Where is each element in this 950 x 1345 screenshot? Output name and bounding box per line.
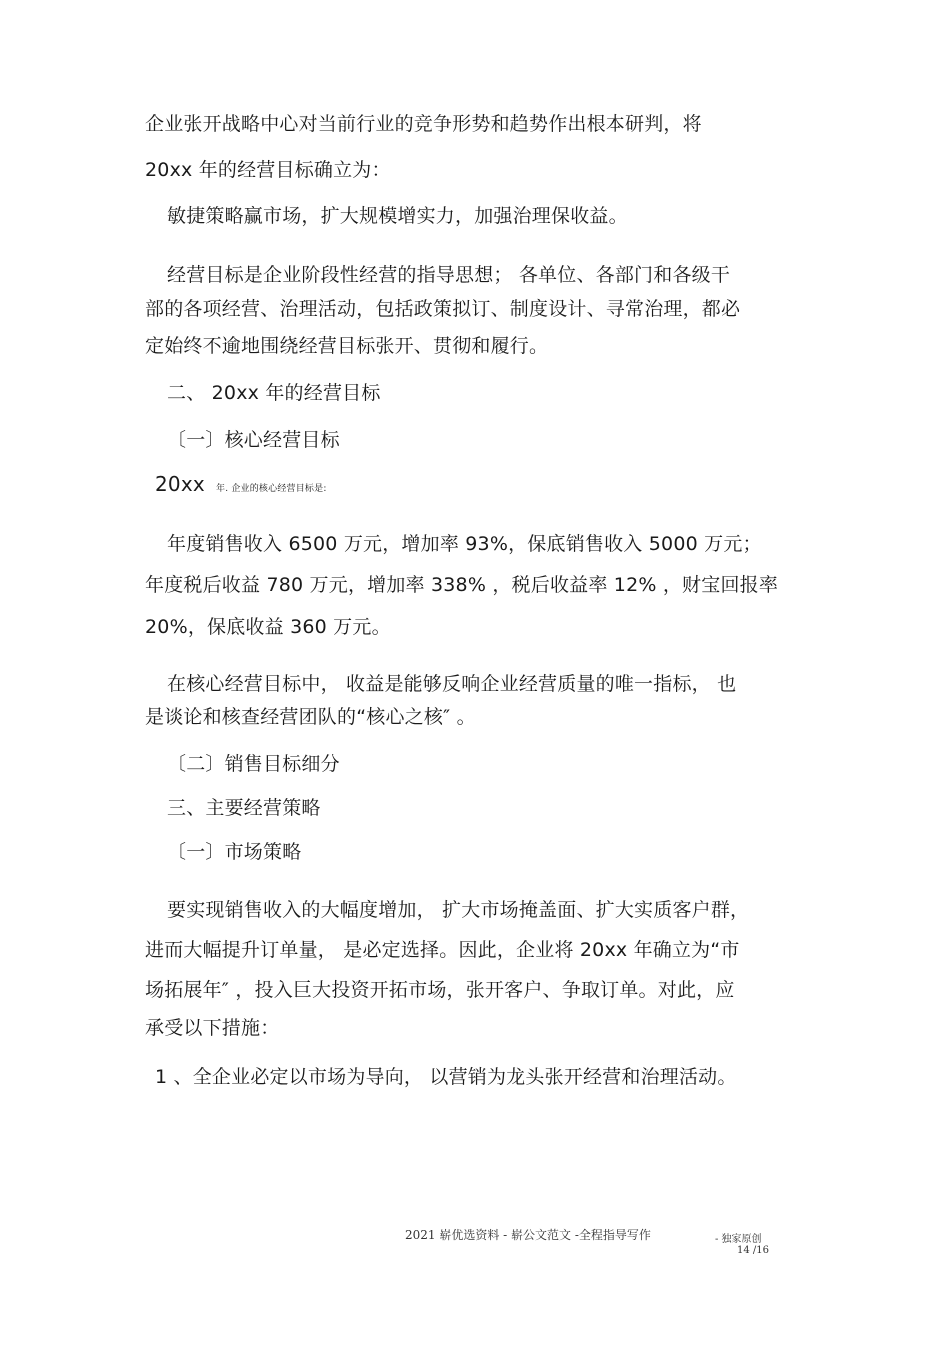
paragraph-5-line-2: 进而大幅提升订单量， 是必定选择。因此，企业将 20xx 年确立为“市 xyxy=(145,939,740,961)
subsection-heading-market: 〔一〕市场策略 xyxy=(167,841,302,863)
section-heading-2: 二、 20xx 年的经营目标 xyxy=(167,382,381,404)
measure-item-1: 1 、全企业必定以市场为导向， 以营销为龙头张开经营和治理活动。 xyxy=(155,1066,737,1088)
paragraph-3-line-1: 年度销售收入 6500 万元，增加率 93%，保底销售收入 5000 万元； xyxy=(167,533,762,555)
paragraph-2-line-1: 经营目标是企业阶段性经营的指导思想； 各单位、各部门和各级干 xyxy=(167,264,731,286)
paragraph-2-line-2: 部的各项经营、治理活动，包括政策拟订、制度设计、寻常治理，都必 xyxy=(145,298,741,320)
page-number: 14 /16 xyxy=(737,1245,769,1256)
paragraph-3-line-2: 年度税后收益 780 万元，增加率 338% ，税后收益率 12% ，财宝回报率 xyxy=(145,574,779,596)
paragraph-3-line-3: 20%，保底收益 360 万元。 xyxy=(145,616,391,638)
subsection-heading-sales: 〔二〕销售目标细分 xyxy=(167,753,340,775)
footer-text: 2021 崭优选资料 - 崭公文范文 -全程指导写作 xyxy=(405,1228,651,1242)
paragraph-5-line-4: 承受以下措施： xyxy=(145,1017,280,1039)
paragraph-1-line-2: 20xx 年的经营目标确立为： xyxy=(145,159,391,181)
paragraph-4-line-2: 是谈论和核查经营团队的“核心之核″ 。 xyxy=(145,706,476,728)
subsection-heading-core: 〔一〕核心经营目标 xyxy=(167,429,340,451)
slogan: 敏捷策略赢市场，扩大规模增实力，加强治理保收益。 xyxy=(167,205,628,227)
paragraph-1-line-1: 企业张开战略中心对当前行业的竞争形势和趋势作出根本研判，将 xyxy=(145,113,702,135)
paragraph-5-line-3: 场拓展年″ ，投入巨大投资开拓市场，张开客户、争取订单。对此，应 xyxy=(145,979,735,1001)
paragraph-4-line-1: 在核心经营目标中， 收益是能够反响企业经营质量的唯一指标， 也 xyxy=(167,673,737,695)
paragraph-2-line-3: 定始终不逾地围绕经营目标张开、贯彻和履行。 xyxy=(145,335,549,357)
core-year: 20xx xyxy=(155,472,205,496)
core-intro-small: 年. 企业的核心经营目标是: xyxy=(216,484,327,494)
section-heading-3: 三、主要经营策略 xyxy=(167,797,321,819)
footer-tag: - 独家原创 xyxy=(715,1234,762,1245)
paragraph-5-line-1: 要实现销售收入的大幅度增加， 扩大市场掩盖面、扩大实质客户群， xyxy=(167,899,750,921)
